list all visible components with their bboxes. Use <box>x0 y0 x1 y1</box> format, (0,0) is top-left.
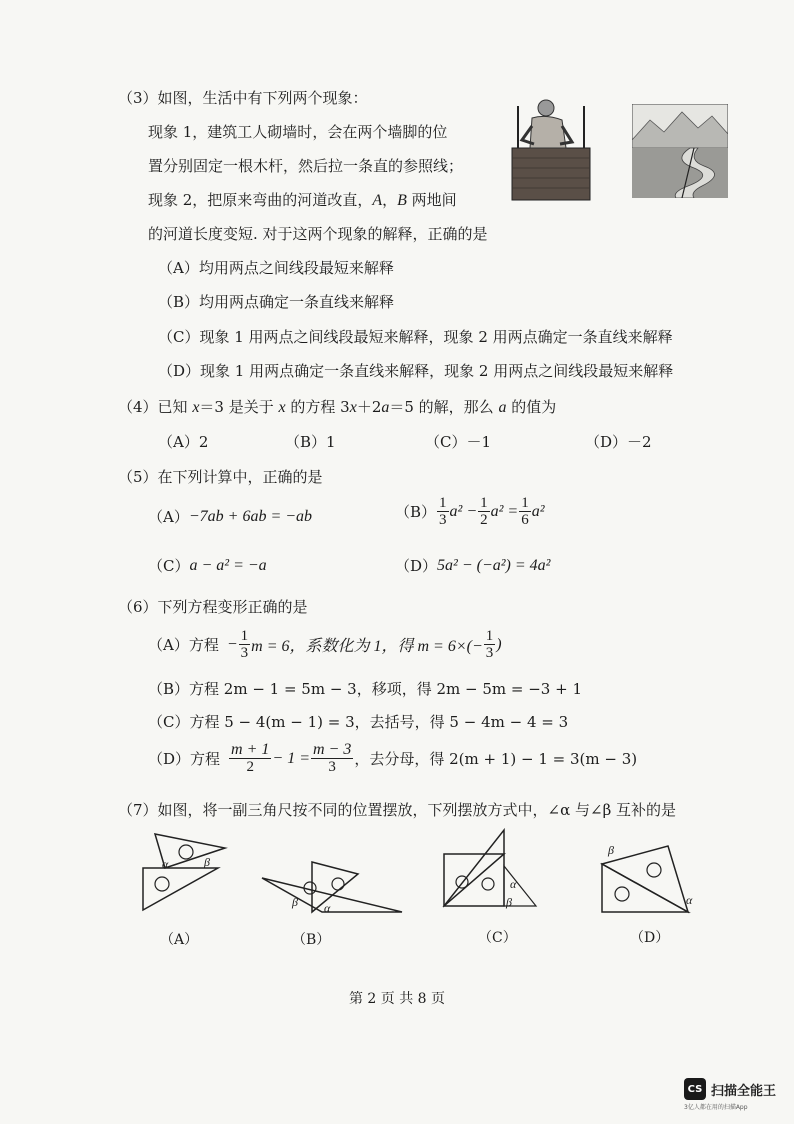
triangle-figure-c <box>440 826 540 916</box>
figure-label-a: （A） <box>160 932 199 948</box>
alpha-label-a: α <box>162 857 169 871</box>
beta-label-b: β <box>292 895 298 909</box>
triangle-figure-b <box>260 856 405 920</box>
q3-option-a: （A）均用两点之间线段最短来解释 <box>158 259 394 277</box>
alpha-label-c: α <box>510 877 517 891</box>
q7-stem: （7）如图，将一副三角尺按不同的位置摆放，下列摆放方式中，∠α 与∠β 互补的是 <box>118 801 677 819</box>
q4-stem: （4）已知 x＝3 是关于 x 的方程 3x＋2a＝5 的解，那么 a 的值为 <box>118 398 557 416</box>
q3-line3: 现象 2，把原来弯曲的河道改直，A，B 两地间 <box>148 191 457 209</box>
beta-label-a: β <box>204 855 210 869</box>
q4-option-b: （B）1 <box>285 433 336 451</box>
q5-stem: （5）在下列计算中，正确的是 <box>118 468 323 486</box>
figure-label-c: （C） <box>478 930 517 946</box>
figure-label-b: （B） <box>292 932 331 948</box>
q3-option-c: （C）现象 1 用两点之间线段最短来解释，现象 2 用两点确定一条直线来解释 <box>158 328 673 346</box>
q5-option-d: （D） 5a² − (−a²) = 4a² <box>395 556 551 575</box>
q4-option-a: （A）2 <box>158 433 209 451</box>
q5-option-a: （A） −7ab + 6ab = −ab <box>148 507 313 526</box>
q3-line4: 的河道长度变短. 对于这两个现象的解释，正确的是 <box>148 225 488 243</box>
q5-option-b: （B） $\frac{1}{3}$ a² − $\frac{1}{2}$ a² = $\frac{1}{6}$ a² <box>395 495 545 528</box>
q6-option-d: （D）方程 $\frac{m + 1}{2}$ − 1 = $\frac{m - 3}{3}$ ，去分母，得 2(m + 1) − 1 = 3(m − 3) <box>148 741 638 775</box>
watermark-name: 扫描全能王 <box>711 1083 777 1099</box>
figure-label-d: （D） <box>630 930 670 946</box>
q3-option-b: （B）均用两点确定一条直线来解释 <box>158 293 395 311</box>
river-image <box>632 104 728 198</box>
watermark-subtitle: 3亿人都在用的扫描App <box>684 1104 748 1111</box>
q6-stem: （6）下列方程变形正确的是 <box>118 598 308 616</box>
q3-stem: （3）如图，生活中有下列两个现象： <box>118 89 368 107</box>
beta-label-d: β <box>608 843 614 857</box>
triangle-figure-d <box>598 840 702 918</box>
q6-option-b: （B）方程 2m − 1 = 5m − 3，移项，得 2m − 5m = −3 + 1 <box>148 680 582 698</box>
q4-option-d: （D）－2 <box>585 433 652 451</box>
beta-label-c: β <box>506 895 512 909</box>
bricklayer-image <box>510 96 592 202</box>
camscanner-logo-icon: CS <box>684 1078 706 1100</box>
page-number-footer: 第 2 页 共 8 页 <box>348 991 446 1007</box>
q3-line1: 现象 1，建筑工人砌墙时，会在两个墙脚的位 <box>148 123 448 141</box>
q5-option-c: （C） a − a² = −a <box>148 556 267 575</box>
q3-line2: 置分别固定一根木杆，然后拉一条直的参照线； <box>148 157 464 175</box>
q4-option-c: （C）－1 <box>425 433 492 451</box>
scanner-watermark <box>684 1078 776 1100</box>
alpha-label-b: α <box>324 901 331 915</box>
triangle-figure-a <box>140 826 235 916</box>
q3-option-d: （D）现象 1 用两点确定一条直线来解释，现象 2 用两点之间线段最短来解释 <box>158 362 674 380</box>
alpha-label-d: α <box>686 893 693 907</box>
q6-option-a: （A）方程 − $\frac{1}{3}$ m = 6，系数化为 1，得 m = 6×(− $\frac{1}{3}$ ) <box>148 628 502 661</box>
q6-option-c: （C）方程 5 − 4(m − 1) = 3，去括号，得 5 − 4m − 4 = 3 <box>148 713 569 731</box>
